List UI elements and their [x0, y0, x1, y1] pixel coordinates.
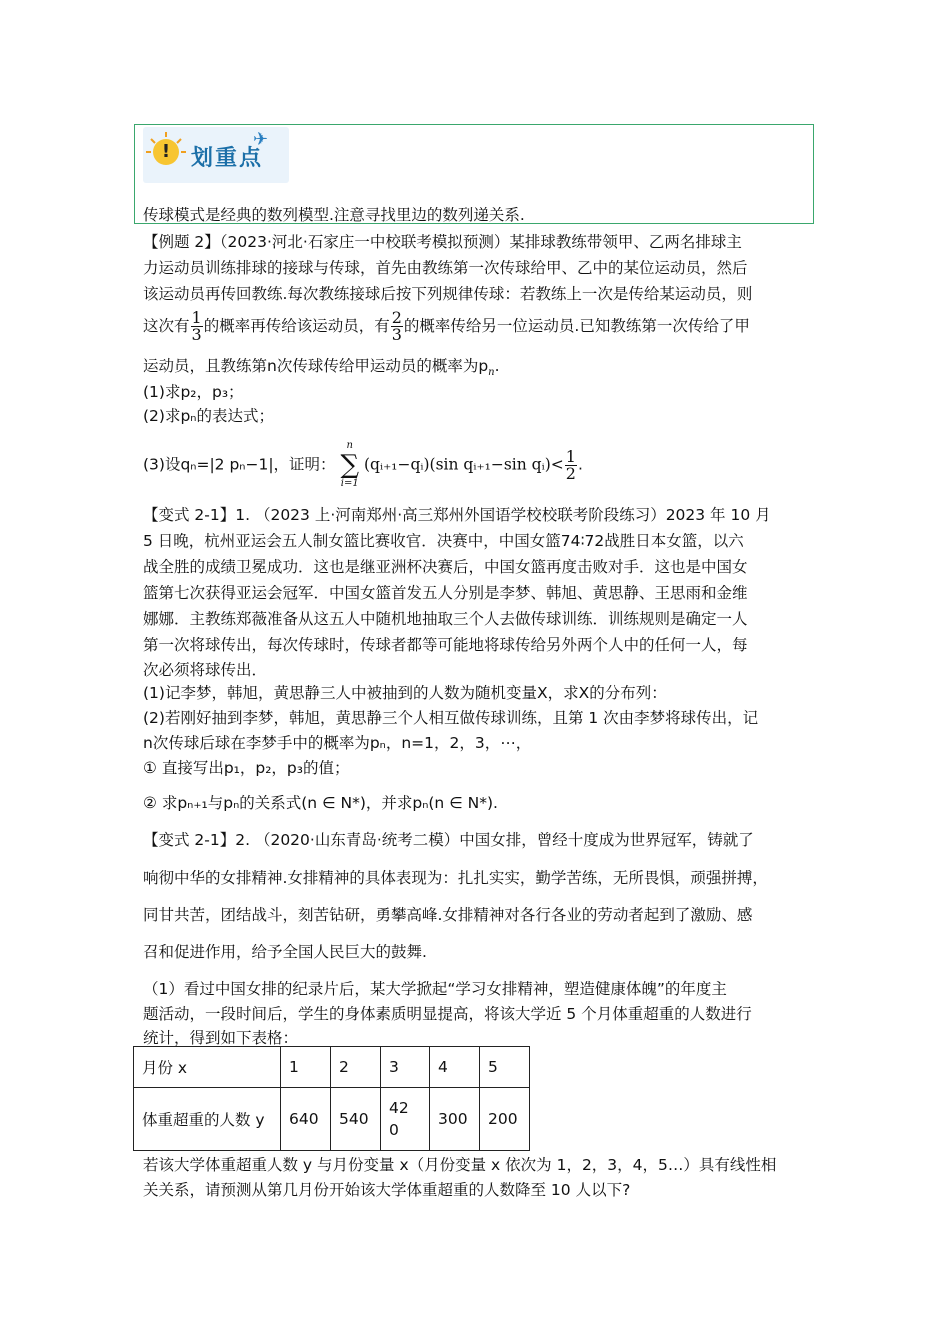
variant1-question2b: n次传球后球在李梦手中的概率为pₙ，n=1，2，3，⋯， [143, 734, 532, 752]
example2-line1: 【例题 2】（2023·河北·石家庄一中校联考模拟预测）某排球教练带领甲、乙两名排球主 [143, 233, 742, 251]
variant2-after1: 若该大学体重超重人数 y 与月份变量 x（月份变量 x 依次为 1，2，3，4，5…）具有线性相 [143, 1156, 777, 1174]
key-point-title: 划重点 [191, 146, 264, 171]
table-cell: 4 [430, 1047, 480, 1088]
paper-plane-icon: ✈ [253, 129, 269, 150]
variant2-para2: 题活动，一段时间后，学生的身体素质明显提高，将该大学近 5 个月体重超重的人数进行 [143, 1005, 752, 1023]
variant1-line2: 5 日晚，杭州亚运会五人制女篮比赛收官．决赛中，中国女篮74∶72战胜日本女篮，以六 [143, 532, 744, 550]
example2-question1: (1)求p₂，p₃； [143, 383, 244, 401]
text-segment: 这次有 [143, 317, 190, 335]
callout-text: 传球模式是经典的数列模型.注意寻找里边的数列递关系. [143, 206, 525, 224]
variant1-question2c: ① 直接写出p₁，p₂，p₃的值； [143, 759, 350, 777]
variant2-para1: （1）看过中国女排的纪录片后，某大学掀起“学习女排精神，塑造健康体魄”的年度主 [143, 980, 727, 998]
variant2-after2: 关关系，请预测从第几月份开始该大学体重超重的人数降至 10 人以下? [143, 1181, 631, 1199]
table-cell: 540 [331, 1088, 381, 1151]
variant1-question1: (1)记李梦，韩旭，黄思静三人中被抽到的人数为随机变量X，求X的分布列： [143, 684, 667, 702]
variant1-line7: 次必须将球传出． [143, 661, 268, 679]
variant2-line2: 响彻中华的女排精神.女排精神的具体表现为：扎扎实实，勤学苦练，无所畏惧，顽强拼搏， [143, 869, 768, 887]
table-cell: 2 [331, 1047, 381, 1088]
lightbulb-icon: ! [153, 139, 179, 165]
example2-line5: 运动员，且教练第n次传球传给甲运动员的概率为$p_n$. [143, 357, 500, 379]
table-row [134, 1047, 530, 1088]
table-cell: 200 [480, 1088, 530, 1151]
table-cell: 体重超重的人数 y [134, 1088, 281, 1151]
table-cell: 640 [281, 1088, 331, 1151]
variant2-line1: 【变式 2-1】2. （2020·山东青岛·统考二模）中国女排，曾经十度成为世界冠军，铸就了 [143, 831, 754, 849]
example2-line4 [143, 310, 750, 343]
example2-line3: 该运动员再传回教练.每次教练接球后按下列规律传球：若教练上一次是传给某运动员，则 [143, 285, 753, 303]
table-cell: 月份 x [134, 1047, 281, 1088]
question3-text: (3)设qₙ=|2 pₙ−1|，证明： [143, 455, 336, 474]
text-segment: 的概率传给另一位运动员.已知教练第一次传给了甲 [403, 317, 750, 335]
table-cell: 300 [430, 1088, 480, 1151]
example2-line2: 力运动员训练排球的接球与传球，首先由教练第一次传球给甲、乙中的某位运动员，然后 [143, 259, 748, 277]
fraction-one-third: $\frac{1}{3}$ [191, 308, 202, 344]
example2-question2: (2)求pₙ的表达式； [143, 407, 274, 425]
weight-data-table [133, 1046, 530, 1151]
variant1-question2d: ② 求pₙ₊₁与pₙ的关系式(n ∈ N*)，并求pₙ(n ∈ N*). [143, 794, 498, 812]
key-point-badge [143, 127, 289, 183]
summation-expression: (qᵢ₊₁−qᵢ)(sin qᵢ₊₁−sin qᵢ)< [364, 455, 564, 474]
variant1-line3: 战全胜的成绩卫冕成功．这也是继亚洲杯决赛后，中国女篮再度击败对手．这也是中国女 [143, 558, 748, 576]
text-segment: 的概率再传给该运动员，有 [203, 317, 390, 335]
variant2-line4: 召和促进作用，给予全国人民巨大的鼓舞. [143, 943, 427, 961]
table-cell: 5 [480, 1047, 530, 1088]
table-cell: 42 0 [381, 1088, 430, 1151]
variant2-line3: 同甘共苦，团结战斗，刻苦钻研，勇攀高峰.女排精神对各行各业的劳动者起到了激励、感 [143, 906, 753, 924]
variant1-question2a: (2)若刚好抽到李梦，韩旭，黄思静三个人相互做传球训练，且第 1 次由李梦将球传出，记 [143, 709, 759, 727]
variant2-para3: 统计，得到如下表格： [143, 1029, 299, 1047]
table-row [134, 1088, 530, 1151]
example2-question3: (3)设qₙ=|2 pₙ−1|，证明： n ∑ i=1 (qᵢ₊₁−qᵢ)(sin qᵢ₊₁−sin qᵢ)< $\frac{1}{2}$ . [143, 440, 583, 489]
variant1-line1: 【变式 2-1】1. （2023 上·河南郑州·高三郑州外国语学校校联考阶段练习）2023 年 10 月 [143, 506, 771, 524]
variant1-line4: 篮第七次获得亚运会冠军．中国女篮首发五人分别是李梦、韩旭、黄思静、王思雨和金维 [143, 584, 748, 602]
variant1-line5: 娜娜．主教练郑薇准备从这五人中随机地抽取三个人去做传球训练．训练规则是确定一人 [143, 610, 748, 628]
fraction-two-thirds: $\frac{2}{3}$ [391, 308, 402, 344]
key-point-callout [134, 124, 814, 224]
table-cell: 1 [281, 1047, 331, 1088]
variant1-line6: 第一次将球传出，每次传球时，传球者都等可能地将球传给另外两个人中的任何一人，每 [143, 636, 748, 654]
fraction-one-half: $\frac{1}{2}$ [565, 446, 576, 483]
table-cell: 3 [381, 1047, 430, 1088]
summation-symbol: n ∑ i=1 [340, 440, 360, 489]
